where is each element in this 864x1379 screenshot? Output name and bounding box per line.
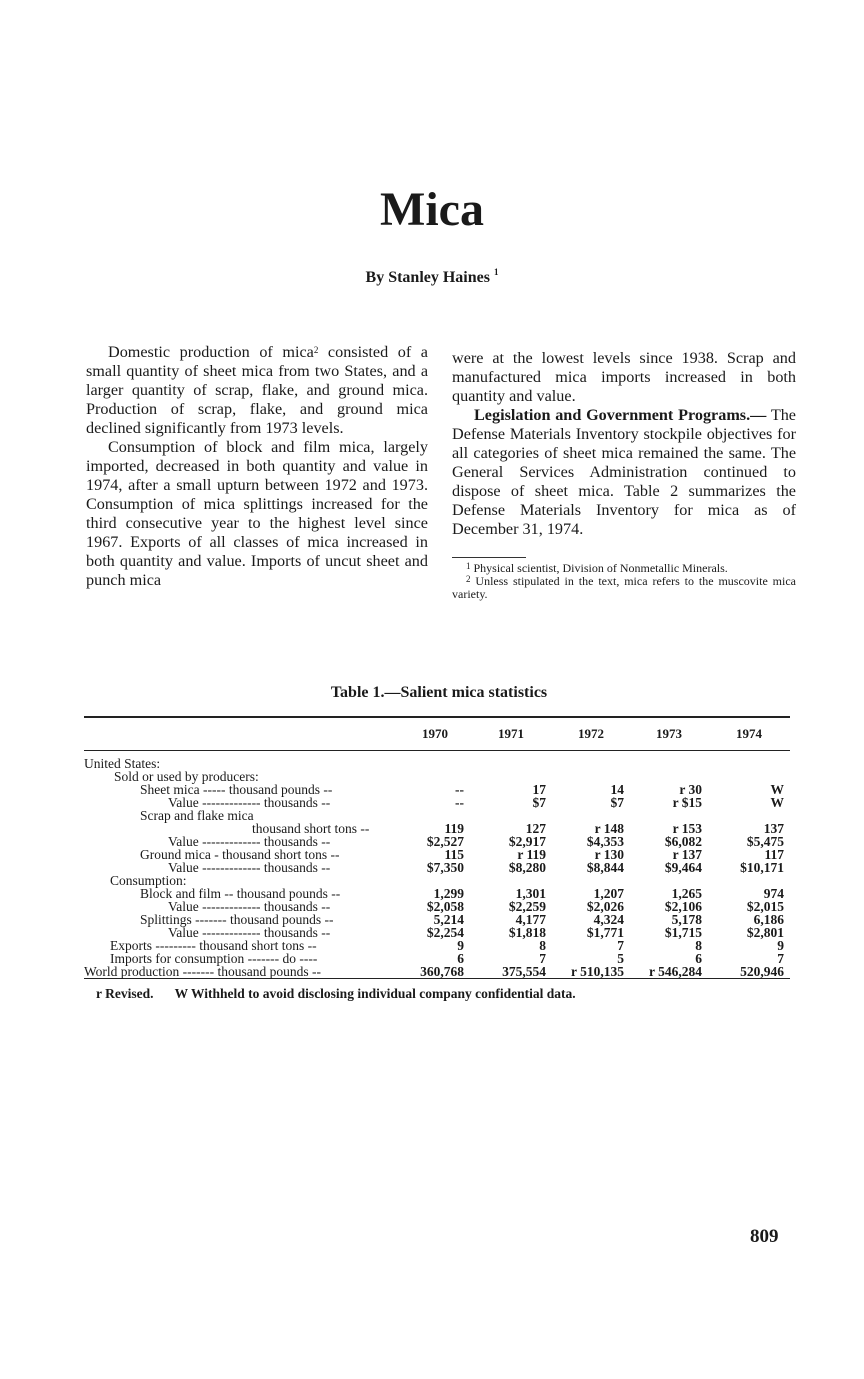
row-label: Value ------------- thousands -- [168,860,331,875]
table-cell: $2,026 [586,899,624,914]
table-row [84,751,790,771]
row-label: Scrap and flake mica [140,808,254,823]
table-cell: 127 [525,821,546,836]
table-cell: 9 [457,938,464,953]
table-cell: r 30 [679,782,702,797]
table-cell: 7 [777,951,784,966]
row-label: thousand short tons -- [252,821,370,836]
table-title: Table 1.—Salient mica statistics [330,684,548,701]
table-row [84,965,790,979]
table-cell: r 153 [672,821,702,836]
table-cell: 4,177 [515,912,546,927]
table-cell: 119 [444,821,464,836]
table-cell [708,751,790,771]
legislation-paragraph: Legislation and Government Programs.— The Defense Materials Inventory stockpile objectives for all categories of sheet mica remained the same. The General Services Administration continued to dispose of sheet mica. Table 2 summarizes the Defense Materials Inventory for mica as of December 31, 1974. [452,406,796,538]
table-cell: 6,186 [753,912,784,927]
table-cell: 375,554 [502,964,546,979]
header-year: 1971 [470,717,552,751]
table-cell: -- [455,795,464,810]
table-cell: $4,353 [586,834,624,849]
table-cell: $10,171 [740,860,784,875]
table-cell: $7 [610,795,624,810]
table-cell: 1,265 [671,886,702,901]
consumption-paragraph: Consumption of block and film mica, largely imported, decreased in both quantity and value in 1974, after a small upturn between 1972 and 1973. Consumption of mica splittings increased for the third consecutive year to the highest level since 1967. Exports of all classes of mica increased in both quantity and value. Imports of uncut sheet and punch mica [86,438,428,589]
table-cell: r 546,284 [649,964,702,979]
table-cell: r 137 [672,847,702,862]
table-cell: -- [455,782,464,797]
right-column [452,349,796,601]
header-blank [84,717,400,751]
table-cell: $1,818 [508,925,546,940]
table-cell: W [770,782,784,797]
table-cell: 17 [532,782,546,797]
table-cell: $2,015 [746,899,784,914]
header-year: 1973 [630,717,708,751]
table-cell: 8 [695,938,702,953]
table-cell: 6 [457,951,464,966]
table-cell: 4,324 [593,912,624,927]
table-body [84,751,790,979]
table-cell: $2,917 [508,834,546,849]
row-label: Sheet mica ----- thousand pounds -- [140,782,333,797]
table-cell [470,751,552,771]
table-cell: $8,280 [508,860,546,875]
table-cell: $7 [532,795,546,810]
table-cell: $6,082 [664,834,702,849]
row-label: United States: [84,756,161,771]
table-row [84,861,790,874]
footnote-1: $^1$ Physical scientist, Division of Nonmetallic Minerals. [466,561,728,575]
table-cell: 974 [763,886,784,901]
table-cell: $1,771 [586,925,624,940]
table-cell: 1,301 [515,886,546,901]
table-cell: $9,464 [664,860,702,875]
table-cell: r 510,135 [571,964,624,979]
table-cell: 137 [763,821,784,836]
table-notes [96,986,594,1002]
table-cell: r 130 [594,847,624,862]
table-cell: 1,299 [433,886,464,901]
header-year: 1974 [708,717,790,751]
row-label: Imports for consumption ------- do ---- [110,951,318,966]
table-header-row [84,717,790,751]
footnote-mark-2: 2 [313,345,319,355]
table-cell: r 148 [594,821,624,836]
table-cell [630,751,708,771]
table-cell: 115 [444,847,464,862]
table-cell: 520,946 [740,964,784,979]
row-label: Value ------------- thousands -- [168,834,331,849]
table-cell: 117 [764,847,784,862]
section-heading: Legislation and Government Programs.— [474,406,767,424]
table-cell [400,751,470,771]
table-cell: 9 [777,938,784,953]
table-cell: 7 [617,938,624,953]
table-cell: 5 [617,951,624,966]
row-label: Consumption: [110,873,187,888]
table-cell: 6 [695,951,702,966]
row-label: Exports --------- thousand short tons -- [110,938,317,953]
row-label: Value ------------- thousands -- [168,925,331,940]
table-cell: 1,207 [593,886,624,901]
byline [0,269,864,287]
header-year: 1970 [400,717,470,751]
note-withheld: W Withheld to avoid disclosing individual company confidential data. [174,986,576,1001]
note-revised: r Revised. [96,986,154,1001]
table-cell: $8,844 [586,860,624,875]
left-column [86,343,428,590]
table-cell: 360,768 [420,964,464,979]
continued-paragraph: were at the lowest levels since 1938. Scrap and manufactured mica imports increased in both quantity and value. [452,349,796,405]
table-cell: $2,801 [746,925,784,940]
salient-statistics-table [84,716,790,983]
row-label: Value ------------- thousands -- [168,899,331,914]
table-cell: $2,527 [426,834,464,849]
table-cell: r 119 [517,847,546,862]
table-cell: $7,350 [426,860,464,875]
row-label: Block and film -- thousand pounds -- [140,886,341,901]
author-name: By Stanley Haines [365,269,490,286]
footnote-2: $^2$ Unless stipulated in the text, mica refers to the muscovite mica variety. [452,574,796,601]
intro-paragraph: Domestic production of mica$^2$ consisted of a small quantity of sheet mica from two States, and a larger quantity of scrap, flake, and ground mica. Production of scrap, flake, and ground mica declined significantly from 1973 levels. [86,343,428,437]
table-cell: $2,259 [508,899,546,914]
table-cell: $1,715 [664,925,702,940]
table-cell: 5,214 [433,912,464,927]
table-cell: 5,178 [671,912,702,927]
table-bottom-rule [84,979,790,984]
page-number: 809 [750,1226,779,1247]
row-label: Ground mica - thousand short tons -- [140,847,340,862]
table-cell: 7 [539,951,546,966]
table-cell: $2,254 [426,925,464,940]
table-cell: $5,475 [746,834,784,849]
table-cell: 8 [539,938,546,953]
page-title: Mica [380,183,484,236]
table-cell [552,751,630,771]
header-year: 1972 [552,717,630,751]
table-cell: 14 [610,782,624,797]
row-label: Value ------------- thousands -- [168,795,331,810]
table-cell: r $15 [672,795,702,810]
byline-footnote-mark: 1 [493,267,499,277]
row-label: World production ------- thousand pounds -- [84,964,321,979]
row-label: Sold or used by producers: [114,769,259,784]
footnote-divider [452,557,526,558]
table-cell: W [770,795,784,810]
table-cell: $2,106 [664,899,702,914]
row-label: Splittings ------- thousand pounds -- [140,912,334,927]
table-cell: $2,058 [426,899,464,914]
